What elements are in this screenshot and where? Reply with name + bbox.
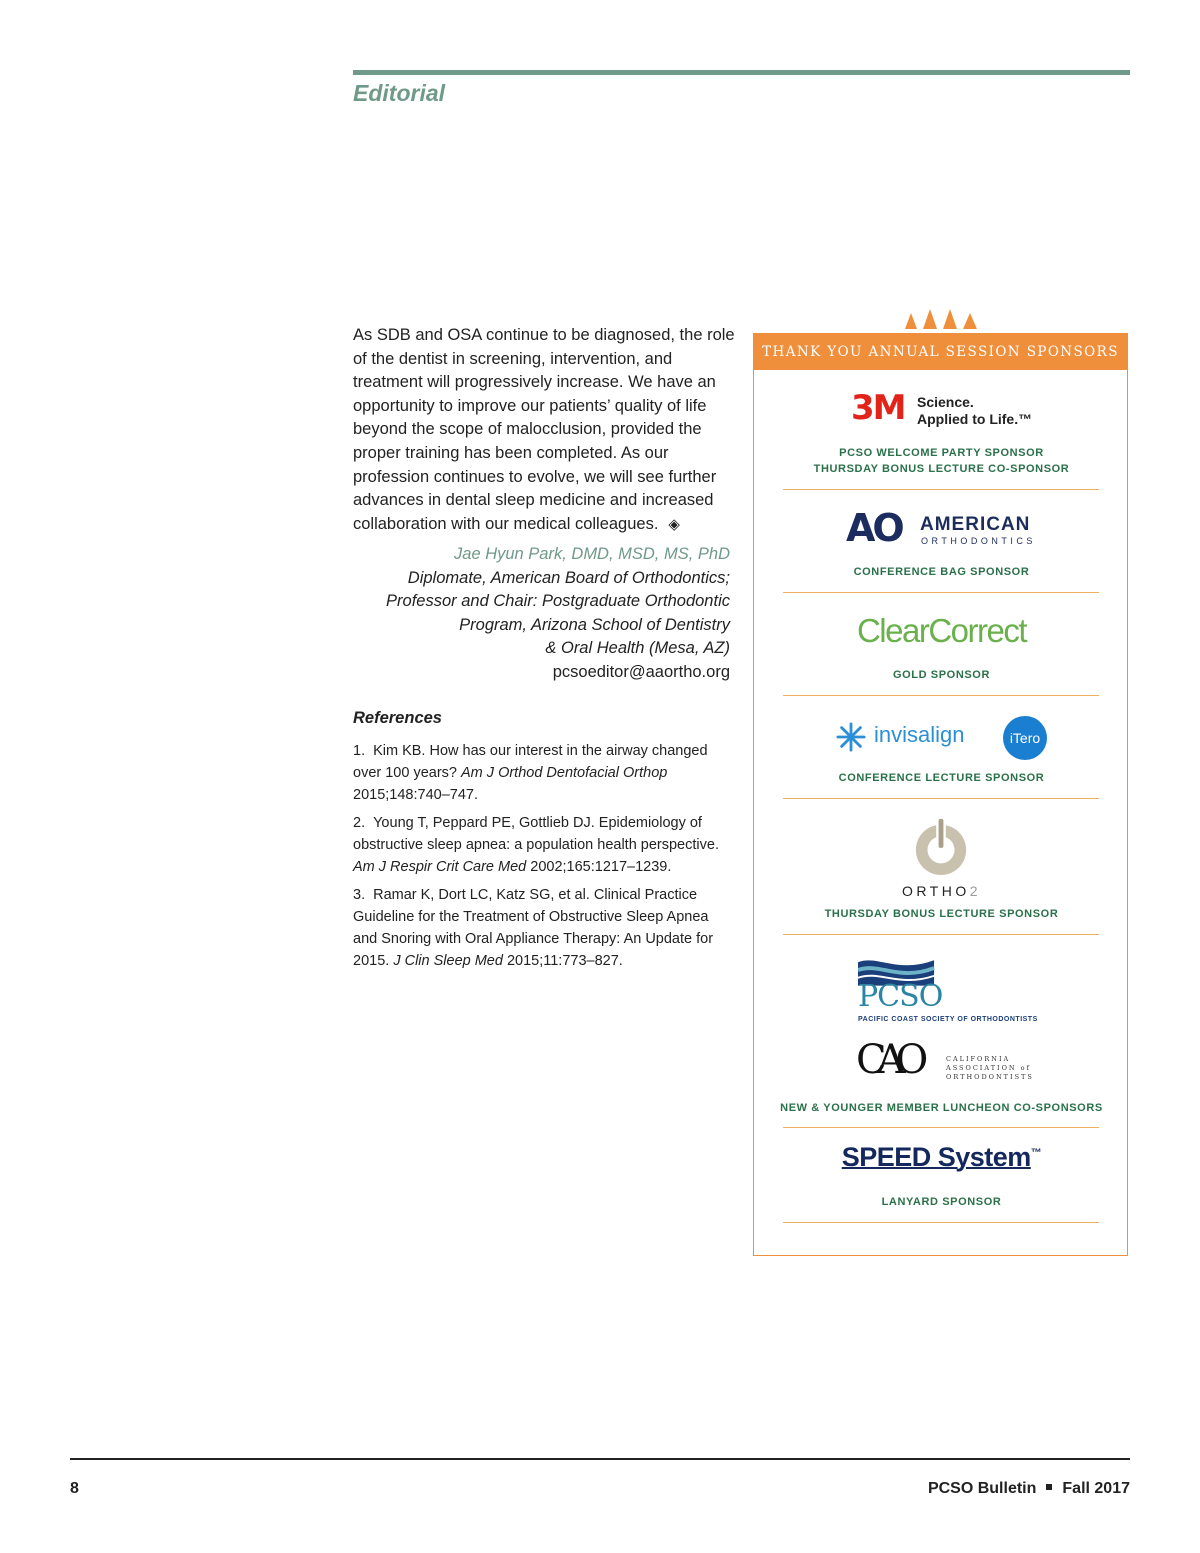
sponsor-role-label: CONFERENCE LECTURE SPONSOR	[838, 772, 1045, 784]
invisalign-star-icon	[836, 722, 866, 752]
crown-icon	[903, 307, 979, 331]
reference-item: 1. Kim KB. How has our interest in the airway changed over 100 years? Am J Orthod Dentofacial Orthop 2015;148:740–747.	[353, 743, 708, 803]
body-paragraph	[353, 324, 738, 536]
logo-invisalign: invisalign	[874, 722, 965, 747]
logo-pcso-sub: PACIFIC COAST SOCIETY OF ORTHODONTISTS	[858, 1016, 1038, 1023]
sponsor-divider	[783, 695, 1099, 696]
references-list	[353, 740, 733, 978]
sponsor-divider	[783, 1222, 1099, 1223]
author-signature	[353, 543, 730, 684]
sponsor-divider	[783, 489, 1099, 490]
logo-american-orthodontics	[846, 506, 1046, 550]
logo-3m-tagline: Applied to Life.™	[917, 411, 1033, 427]
sponsor-role-label: THURSDAY BONUS LECTURE CO-SPONSOR	[813, 463, 1070, 475]
end-mark-icon: ◈	[668, 515, 680, 533]
logo-3m-mark: 3M	[851, 388, 905, 428]
logo-clearcorrect: ClearCorrect	[856, 612, 1027, 649]
author-email-link[interactable]: pcsoeditor@aaortho.org	[552, 662, 730, 681]
section-title: Editorial	[353, 80, 446, 106]
reference-item: 3. Ramar K, Dort LC, Katz SG, et al. Clinical Practice Guideline for the Treatment of Obstructive Sleep Apnea and Snoring with Oral Appliance Therapy: An Update for 2015. J Clin Sleep Med 2015;11:773–827.	[353, 887, 714, 969]
sponsors-header: THANK YOU ANNUAL SESSION SPONSORS	[754, 334, 1127, 370]
author-title-line: Professor and Chair: Postgraduate Orthodontic	[386, 592, 730, 610]
sponsor-role-label: LANYARD SPONSOR	[881, 1196, 1002, 1208]
logo-ortho2: ORTHO2	[901, 883, 982, 899]
logo-speed-system: SPEED System™	[841, 1142, 1042, 1172]
reference-item: 2. Young T, Peppard PE, Gottlieb DJ. Epidemiology of obstructive sleep apnea: a population health perspective. Am J Respir Crit Care Med 2002;165:1217–1239.	[353, 815, 719, 875]
section-top-rule	[353, 70, 1130, 75]
sponsor-divider	[783, 592, 1099, 593]
logo-ao-mark: AO	[846, 506, 902, 550]
logo-itero: iTero	[1003, 716, 1047, 760]
sponsor-role-label: PCSO WELCOME PARTY SPONSOR	[839, 447, 1044, 459]
sponsor-divider	[783, 934, 1099, 935]
body-paragraph-text: As SDB and OSA continue to be diagnosed, the role of the dentist in screening, intervention, and treatment will progressively increase. We have an opportunity to improve our patients’ quality of life beyond the scope of malocclusion, provided the proper training has been completed. As our profession continues to evolve, we will see further advances in dental sleep medicine and increased collaboration with our medical colleagues.	[353, 326, 735, 533]
ortho2-power-icon	[912, 815, 970, 877]
logo-ao-sub: ORTHODONTICS	[921, 536, 1036, 546]
sponsor-role-label: NEW & YOUNGER MEMBER LUNCHEON CO-SPONSORS	[780, 1102, 1103, 1114]
logo-pcso: PCSO	[858, 979, 943, 1014]
logo-ao-name: AMERICAN	[920, 514, 1031, 535]
logo-3m	[851, 388, 1051, 434]
footer-separator	[1046, 1484, 1052, 1490]
author-name: Jae Hyun Park, DMD, MSD, MS, PhD	[454, 545, 730, 563]
sponsor-role-label: CONFERENCE BAG SPONSOR	[853, 566, 1030, 578]
logo-cao: CAO	[856, 1037, 919, 1083]
footer-rule	[70, 1458, 1130, 1460]
author-title-line: & Oral Health (Mesa, AZ)	[545, 639, 730, 657]
logo-3m-tagline: Science.	[917, 394, 974, 410]
references-heading: References	[353, 709, 442, 727]
sponsor-role-label: GOLD SPONSOR	[892, 669, 991, 681]
sponsor-divider	[783, 798, 1099, 799]
sponsor-role-label: THURSDAY BONUS LECTURE SPONSOR	[824, 908, 1059, 920]
page-number: 8	[70, 1480, 79, 1497]
logo-cao-text: CALIFORNIA ASSOCIATION of ORTHODONTISTS	[946, 1055, 1034, 1081]
author-title-line: Diplomate, American Board of Orthodontics;	[407, 568, 730, 587]
author-title-line: Program, Arizona School of Dentistry	[459, 615, 730, 634]
sponsor-divider	[783, 1127, 1099, 1128]
footer-publication: PCSO Bulletin Fall 2017	[927, 1480, 1130, 1497]
sponsors-panel	[753, 333, 1128, 1256]
